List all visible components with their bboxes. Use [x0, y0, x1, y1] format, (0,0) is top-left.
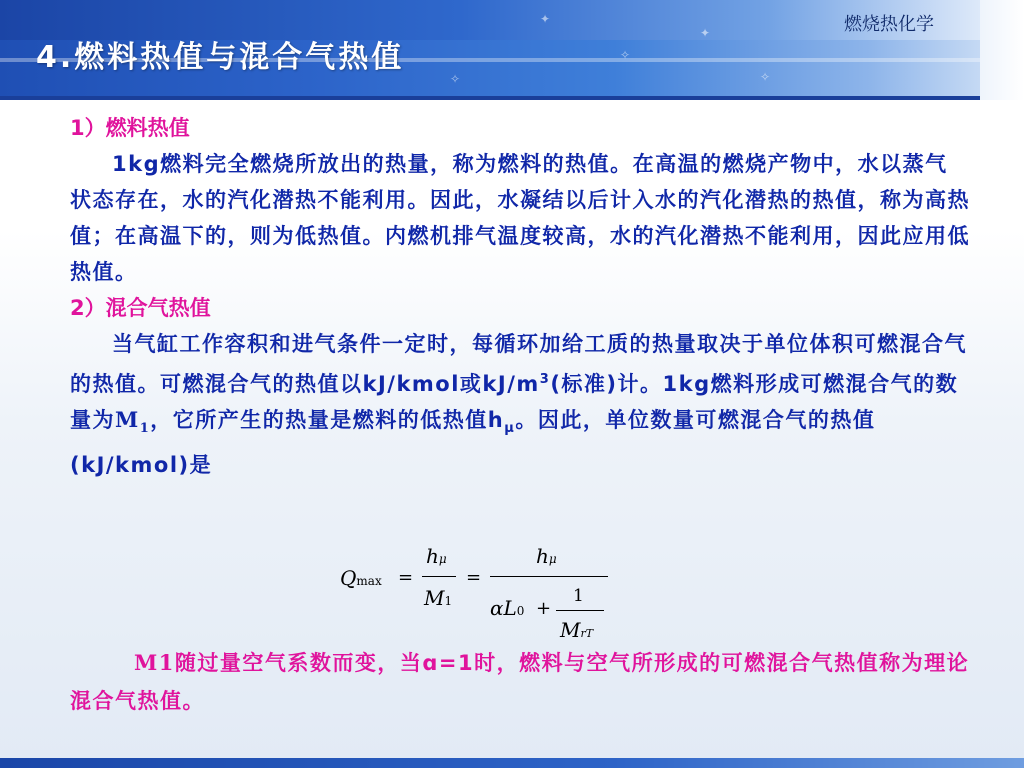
formula-equals-2: =	[466, 567, 482, 588]
h-mu-subscript: μ	[504, 421, 516, 437]
formula-h-numerator-2: hμ	[536, 544, 557, 568]
slide-header	[0, 0, 1024, 100]
section2-text-c: ，它所产生的热量是燃料的低热值h	[150, 408, 505, 432]
formula-m1-denominator: M1	[424, 586, 453, 610]
formula-alpha-l0: αL0	[490, 596, 525, 620]
formula-mrt: MrT	[560, 618, 594, 642]
m1-symbol: M	[115, 407, 140, 432]
section1-heading: 1）燃料热值	[70, 116, 190, 140]
formula-plus: +	[536, 598, 552, 619]
heating-value-formula	[340, 540, 620, 645]
slide-body	[70, 110, 970, 483]
formula-one-numerator: 1	[573, 586, 584, 606]
slide-footer-bar	[0, 758, 1024, 768]
course-subject: 燃烧热化学	[844, 14, 934, 35]
formula-q: Qmax	[340, 566, 382, 590]
section2-paragraph	[70, 326, 970, 483]
m1-subscript: 1	[139, 421, 151, 437]
section2-text-b: (标准)计。1kg燃料形成可燃混合气的数量为	[70, 372, 959, 432]
sparkle-icon: ✧	[760, 70, 771, 84]
m1-note-paragraph	[70, 644, 970, 720]
formula-equals-1: =	[398, 567, 414, 588]
m1-note-text: 随过量空气系数而变，当ɑ=1时，燃料与空气所形成的可燃混合气热值称为理论混合气热值。	[70, 651, 970, 713]
section1-paragraph: 1kg燃料完全燃烧所放出的热量，称为燃料的热值。在高温的燃烧产物中，水以蒸气状态存在，水的汽化潜热不能利用。因此，水凝结以后计入水的汽化潜热的热值，称为高热值；在高温下的，则为低热值。内燃机排气温度较高，水的汽化潜热不能利用，因此应用低热值。	[70, 152, 970, 284]
section2-heading: 2）混合气热值	[70, 296, 211, 320]
formula-h-numerator-1: hμ	[426, 544, 447, 568]
sparkle-icon: ✧	[450, 72, 461, 86]
slide-title: 4.燃料热值与混合气热值	[36, 40, 405, 75]
fraction-bar-1	[422, 576, 456, 577]
header-bottom-line	[0, 96, 1024, 100]
sparkle-icon: ✦	[540, 12, 551, 26]
superscript-3: 3	[539, 372, 551, 387]
section2-text-a: 当气缸工作容积和进气条件一定时，每循环加给工质的热量取决于单位体积可燃混合气的热值。可燃混合气的热值以kJ/kmol或kJ/m	[70, 332, 967, 396]
header-right-bar	[980, 0, 1024, 100]
section2-text-d: 。因此，单位数量可燃混合气的热值(kJ/kmol)是	[70, 408, 876, 478]
sparkle-icon: ✦	[700, 26, 711, 40]
fraction-bar-3	[556, 610, 604, 611]
fraction-bar-2	[490, 576, 608, 577]
m1-label: M1	[134, 650, 175, 675]
sparkle-icon: ✧	[620, 48, 631, 62]
